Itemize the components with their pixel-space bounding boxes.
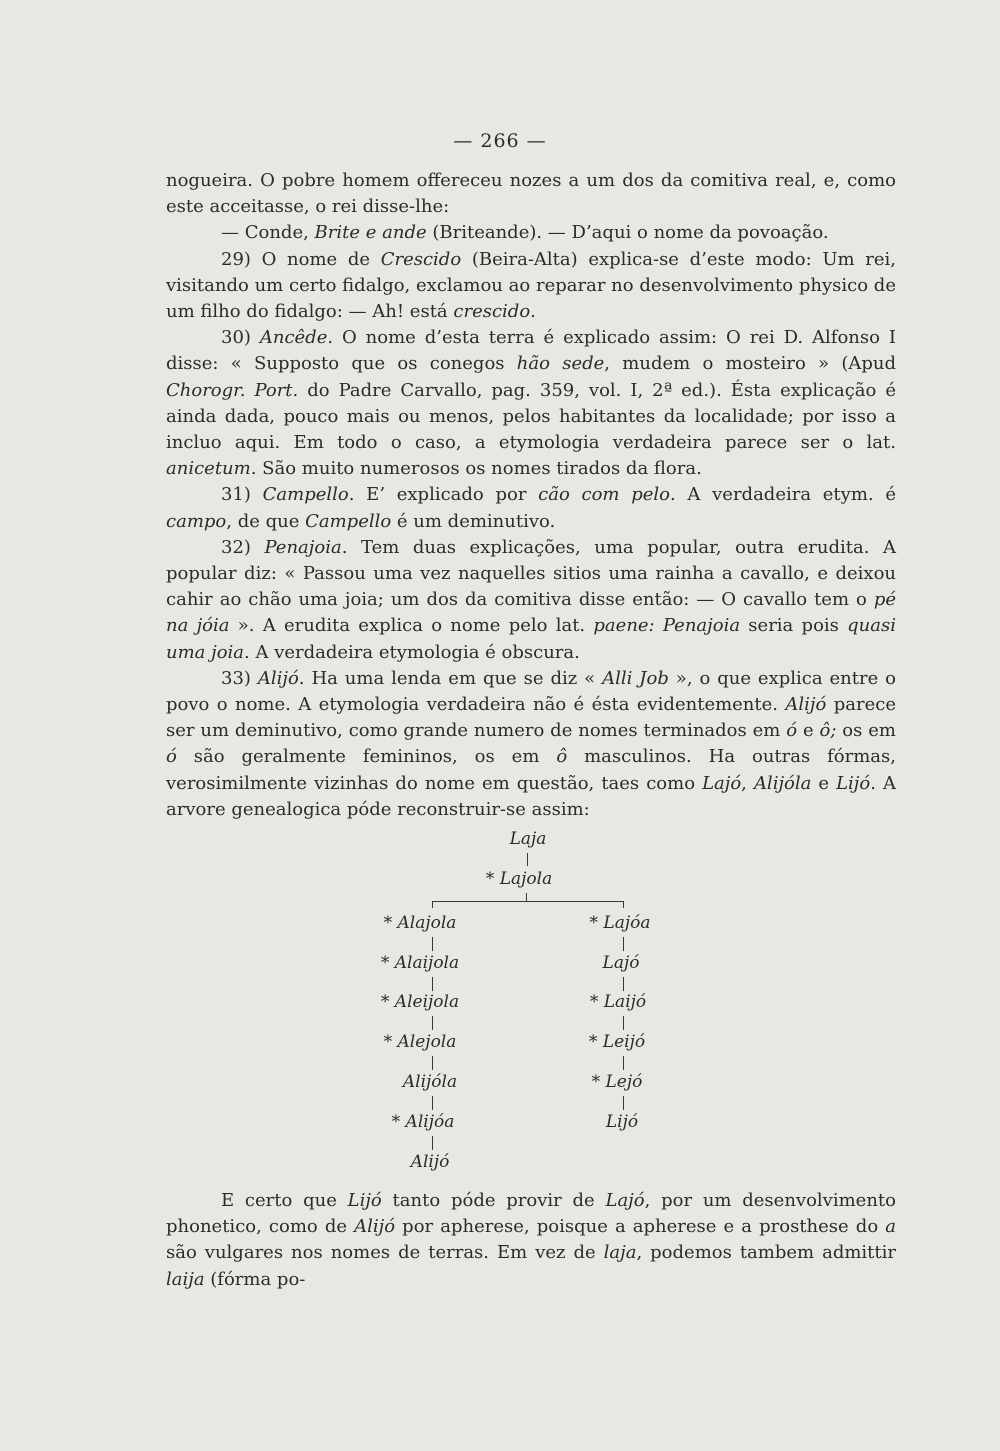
tree-node-left: * Aleijola [380,992,460,1012]
tree-node-second: * Lajola [485,869,553,889]
tree-connector [432,1136,433,1150]
italic-term: ó [166,746,177,768]
text-run: tanto póde provir de [381,1190,606,1211]
text-run: os em [836,720,896,742]
text-run: », o que explica entre o povo o nome. A etymologia verdadeira não é ésta evidentemente. [166,667,896,716]
italic-term: quasi uma joia [166,615,896,663]
tree-node-left: Alijóla [402,1072,458,1092]
italic-term: Penajoia [264,536,342,558]
text-run: 32) [221,536,265,558]
text-run: é um deminutivo. [391,510,556,532]
italic-term: laija [166,1268,205,1290]
text-run: . E’ explicado por [348,484,539,506]
text-run: , podemos tambem admittir [636,1242,896,1264]
tree-node-left: * Alaijola [380,953,460,973]
text-run: ». A erudita explica o nome pelo lat. [229,615,594,637]
italic-term: Lajó [702,772,742,794]
body-text-bottom [166,1188,896,1293]
tree-node-right: * Leijó [588,1032,646,1052]
italic-term: Lijó [836,772,871,794]
italic-term: Campello [262,484,349,506]
text-run: são geralmente femininos, os em [176,746,557,768]
italic-term: hão sede [516,353,605,375]
italic-term: Lijó [347,1190,382,1211]
italic-term: Lajó [605,1190,645,1211]
tree-connector [623,1056,624,1070]
italic-term: Chorogr. Port. [166,379,299,401]
text-run: . A verdadeira etymologia é obscura. [244,641,580,663]
text-run: 30) [221,327,260,349]
tree-node-right: * Lajóa [589,913,651,933]
tree-branch-line [432,901,624,902]
italic-term: ô [556,746,568,768]
text-run: 33) [221,667,258,689]
tree-connector [432,937,433,951]
text-run: . São muito numerosos os nomes tirados da flora. [250,458,702,480]
italic-term: laja [603,1242,637,1264]
text-run: do Padre Carvallo, pag. 359, vol. I, 2ª ed.). Ésta explicação é ainda dada, pouco mais ou menos, pelos habitantes da localidade; por isso a incluo aqui. Em todo o caso, a etymologia verdadeira parece ser o lat. [166,379,896,454]
tree-connector [432,1056,433,1070]
text-run: . O nome d’esta terra é explicado assim: O rei D. Alfonso I disse: « Supposto que os conegos [166,327,896,375]
tree-node-root: Laja [509,829,547,849]
text-run: parece ser um deminutivo, como grande numero de nomes terminados em [166,694,897,742]
tree-node-left: * Alijóa [391,1112,455,1132]
tree-connector [432,977,433,991]
text-run: (Beira-Alta) explica-se d’este modo: Um rei, visitando um certo fidalgo, exclamou ao reparar no desenvolvimento physico de um filho do fidalgo: — Ah! está [166,248,896,323]
tree-connector [432,1016,433,1030]
italic-term: pé na jóia [166,589,896,637]
text-run: por apherese, poisque a apherese e a prosthese do [395,1216,886,1238]
italic-term: anicetum [166,458,251,480]
tree-connector [623,1016,624,1030]
tree-node-right: * Lejó [591,1072,643,1092]
text-run: — Conde, [221,222,315,244]
tree-connector [527,853,528,866]
text-run: são vulgares nos nomes de terras. Em vez de [166,1242,604,1264]
tree-node-left: * Alajola [383,913,457,933]
text-run: (fórma po- [204,1268,306,1290]
tree-node-left: * Alejola [383,1032,457,1052]
text-run: . A verdadeira etym. é [669,484,896,506]
italic-term: Campello [305,510,392,532]
tree-connector [623,1096,624,1110]
tree-connector [623,901,624,908]
text-run: e [811,772,837,794]
text-run: . A arvore genealogica póde reconstruir-se assim: [166,772,896,820]
tree-connector [623,977,624,991]
text-run: , de que [226,510,306,532]
text-run: E certo que [221,1190,348,1211]
italic-term: Brite e ande [314,222,427,244]
italic-term: Alijóla [753,772,812,794]
italic-term: campo [166,510,227,532]
tree-node-left: Alijó [410,1152,450,1172]
tree-node-right: Lijó [605,1112,639,1132]
text-run: nogueira. O pobre homem offereceu nozes a um dos da comitiva real, e, como este acceitasse, o rei disse-lhe: [166,170,896,218]
italic-term: Ancêde [259,327,328,349]
text-run: seria pois [740,615,848,637]
text-run: , por um desenvolvimento phonetico, como de [166,1190,896,1238]
italic-term: Crescido [380,248,462,270]
text-run: 31) [221,484,263,506]
page-number: — 266 — [453,130,547,152]
text-run: 29) O nome de [221,248,381,270]
italic-term: crescido [453,301,531,323]
text-run: (Briteande). — D’aqui o nome da povoação. [426,222,829,244]
italic-term: Alli Job [602,667,669,689]
text-run: . [530,301,536,323]
text-run: . Ha uma lenda em que se diz « [298,667,603,689]
italic-term: ó [786,720,798,742]
text-run: e [797,720,820,742]
tree-connector [526,893,527,902]
text-run: , mudem o mosteiro » (Apud [604,353,896,375]
tree-connector [432,1096,433,1110]
text-run: . Tem duas explicações, uma popular, outra erudita. A popular diz: « Passou uma vez naquelles sitios uma rainha a cavallo, e deixou cahir ao chão uma joia; um dos da comitiva disse então: — O cavallo tem o [166,536,897,611]
italic-term: Alijó [257,667,299,689]
italic-term: Alijó [785,694,827,716]
paragraph [166,1188,896,1293]
text-run: masculinos. Ha outras fórmas, verosimilmente vizinhas do nome em questão, taes como [166,746,896,794]
tree-node-right: * Laijó [589,992,647,1012]
tree-connector [432,901,433,908]
italic-term: cão com pelo [538,484,670,506]
italic-term: a [885,1216,896,1238]
italic-term: ô; [819,720,837,742]
text-run: , [741,772,754,794]
italic-term: paene: Penajoia [593,615,741,637]
tree-node-right: Lajó [602,953,640,973]
italic-term: Alijó [354,1216,396,1238]
tree-connector [623,937,624,951]
